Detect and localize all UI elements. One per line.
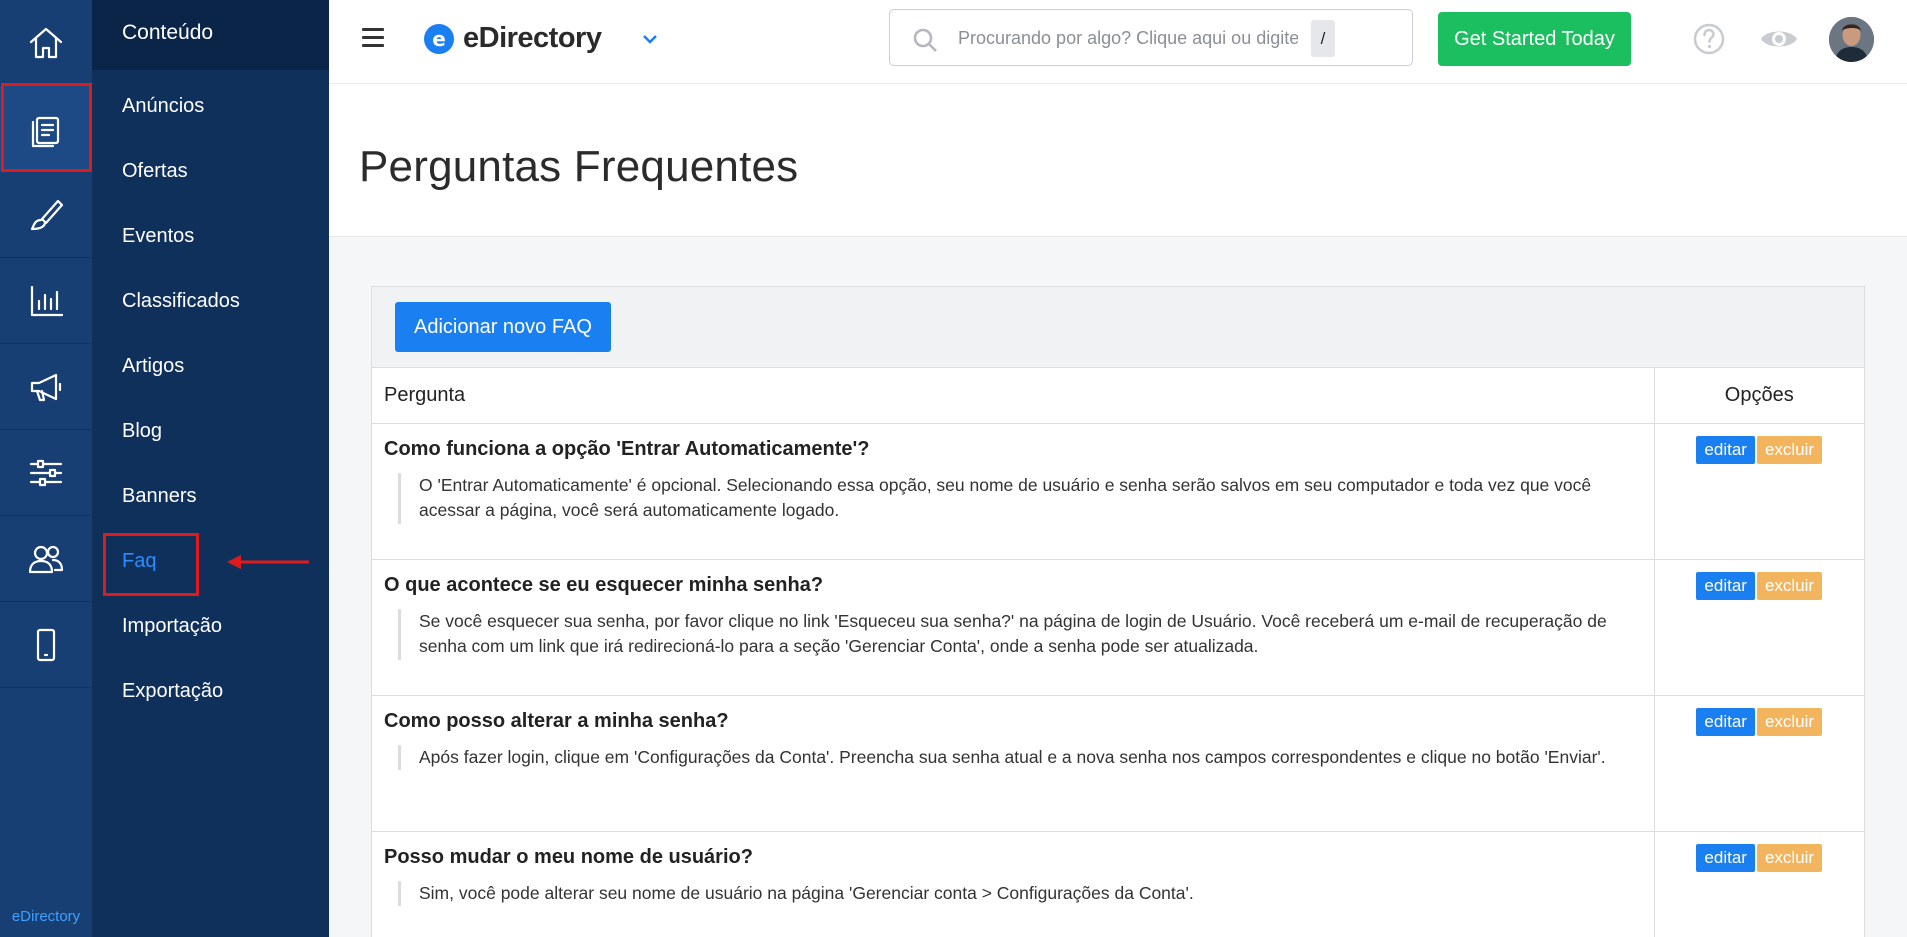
rail-footer-brand: eDirectory — [11, 908, 81, 925]
menu-item-anuncios[interactable]: Anúncios — [122, 95, 205, 117]
mobile-icon[interactable] — [0, 602, 92, 688]
reports-chart-icon[interactable] — [0, 258, 92, 344]
add-faq-button[interactable]: Adicionar novo FAQ — [395, 302, 611, 352]
content-submenu — [92, 0, 329, 937]
menu-item-blog[interactable]: Blog — [122, 420, 163, 442]
faq-answer: O 'Entrar Automaticamente' é opcional. Selecionando essa opção, seu nome de usuário e senha serão salvos em seu computador e toda vez que você acessar a página, você será automaticamente logado. — [398, 473, 1614, 524]
search-shortcut-key: / — [1311, 20, 1335, 57]
menu-item-faq[interactable]: Faq — [122, 550, 157, 572]
faq-card — [371, 286, 1865, 937]
table-row — [372, 423, 1864, 559]
faq-answer: Se você esquecer sua senha, por favor clique no link 'Esqueceu sua senha?' na página de login de Usuário. Você receberá um e-mail de recuperação de senha com um link que irá redirecioná-lo para a seção 'Gerenciar Conta', onde a senha pode ser atualizada. — [398, 609, 1614, 660]
faq-table — [372, 368, 1864, 937]
top-bar — [329, 0, 1907, 84]
edit-button[interactable]: editar — [1696, 436, 1755, 464]
faq-question: Posso mudar o meu nome de usuário? — [384, 845, 753, 868]
delete-button[interactable]: excluir — [1757, 572, 1822, 600]
page-title: Perguntas Frequentes — [359, 142, 799, 191]
brand[interactable] — [424, 22, 601, 55]
brand-name: eDirectory — [463, 22, 602, 54]
delete-button[interactable]: excluir — [1757, 708, 1822, 736]
question-cell — [372, 423, 1654, 559]
hamburger-menu-icon[interactable] — [362, 28, 384, 50]
edit-button[interactable]: editar — [1696, 708, 1755, 736]
search-input[interactable] — [958, 24, 1298, 52]
column-header-question: Pergunta — [372, 368, 1654, 423]
design-brush-icon[interactable] — [0, 172, 92, 258]
options-cell — [1654, 695, 1864, 831]
question-cell — [372, 559, 1654, 695]
eye-icon[interactable] — [1759, 24, 1799, 54]
faq-answer: Sim, você pode alterar seu nome de usuário na página 'Gerenciar conta > Configurações da Conta'. — [398, 881, 1614, 907]
options-cell — [1654, 831, 1864, 937]
search-box[interactable] — [889, 9, 1413, 66]
options-cell — [1654, 559, 1864, 695]
edit-button[interactable]: editar — [1696, 844, 1755, 872]
page-header — [329, 84, 1907, 237]
get-started-button[interactable]: Get Started Today — [1438, 12, 1631, 66]
menu-item-eventos[interactable]: Eventos — [122, 225, 195, 247]
search-icon — [912, 27, 938, 53]
faq-toolbar — [372, 287, 1864, 368]
faq-question: Como posso alterar a minha senha? — [384, 709, 729, 732]
help-icon[interactable] — [1692, 22, 1726, 56]
table-header-row — [372, 368, 1864, 423]
submenu-title: Conteúdo — [92, 0, 329, 70]
users-icon[interactable] — [0, 516, 92, 602]
menu-item-exportacao[interactable]: Exportação — [122, 680, 224, 702]
column-header-options: Opções — [1654, 368, 1864, 423]
question-cell — [372, 695, 1654, 831]
table-row — [372, 831, 1864, 937]
menu-item-artigos[interactable]: Artigos — [122, 355, 185, 377]
brand-logo-icon: e — [424, 24, 454, 54]
content-icon[interactable] — [0, 86, 92, 172]
table-row — [372, 695, 1864, 831]
delete-button[interactable]: excluir — [1757, 844, 1822, 872]
icon-rail — [0, 0, 92, 937]
main-content — [329, 237, 1907, 937]
avatar[interactable] — [1829, 17, 1874, 62]
home-icon[interactable] — [0, 0, 92, 86]
menu-item-classificados[interactable]: Classificados — [122, 290, 240, 312]
menu-item-banners[interactable]: Banners — [122, 485, 197, 507]
chevron-down-icon[interactable] — [639, 28, 661, 50]
annotation-arrow-icon — [225, 550, 309, 574]
options-cell — [1654, 423, 1864, 559]
faq-question: O que acontece se eu esquecer minha senha? — [384, 573, 824, 596]
menu-item-ofertas[interactable]: Ofertas — [122, 160, 188, 182]
promotion-megaphone-icon[interactable] — [0, 344, 92, 430]
faq-question: Como funciona a opção 'Entrar Automaticamente'? — [384, 437, 870, 460]
table-row — [372, 559, 1864, 695]
settings-sliders-icon[interactable] — [0, 430, 92, 516]
question-cell — [372, 831, 1654, 937]
faq-answer: Após fazer login, clique em 'Configurações da Conta'. Preencha sua senha atual e a nova senha nos campos correspondentes e clique no botão 'Enviar'. — [398, 745, 1614, 771]
menu-item-importacao[interactable]: Importação — [122, 615, 223, 637]
edit-button[interactable]: editar — [1696, 572, 1755, 600]
delete-button[interactable]: excluir — [1757, 436, 1822, 464]
